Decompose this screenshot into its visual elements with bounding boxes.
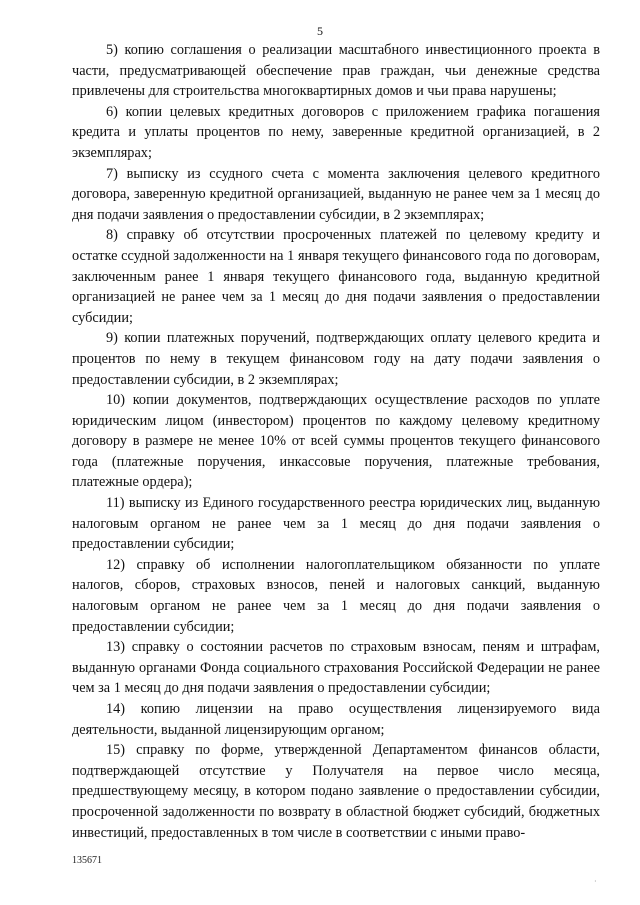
page-number: 5 xyxy=(317,24,323,38)
paragraph-item-15: 15) справку по форме, утвержденной Департаментом финансов области, подтверждающей отсутствие у Получателя на первое число месяца, предшествующему месяцу, в котором подано заявление о предоставлении субсидии, просроченной задолженности по возврату в областной бюджет субсидий, бюджетных инвестиций, предоставленных в том числе в соответствии с иными право- xyxy=(72,742,600,841)
document-code: 135671 xyxy=(72,855,102,866)
paragraph-item-10: 10) копии документов, подтверждающих осуществление расходов по уплате юридическим лицом (инвестором) процентов по каждому целевому кредитному договору в размере не менее 10% от всей суммы процентов текущего финансового года (платежные поручения, инкассовые поручения, платежные требования, платежные ордера); xyxy=(72,392,600,491)
paragraph-item-5: 5) копию соглашения о реализации масштабного инвестиционного проекта в части, предусматривающей обеспечение прав граждан, чьи денежные средства привлечены для строительства многоквартирных домов и чьи права нарушены; xyxy=(72,42,600,100)
paragraph-item-13: 13) справку о состоянии расчетов по страховым взносам, пеням и штрафам, выданную органами Фонда социального страхования Российской Федерации не ранее чем за 1 месяц до дня подачи заявления о предоставлении субсидии; xyxy=(72,639,600,697)
paragraph-item-11: 11) выписку из Единого государственного реестра юридических лиц, выданную налоговым органом не ранее чем за 1 месяц до дня подачи заявления о предоставлении субсидии; xyxy=(72,495,600,553)
paragraph-item-12: 12) справку об исполнении налогоплательщиком обязанности по уплате налогов, сборов, страховых взносов, пеней и налоговых санкций, выданную налоговым органом не ранее чем за 1 месяц до дня подачи заявления о предоставлении субсидии; xyxy=(72,556,600,635)
paragraph-item-14: 14) копию лицензии на право осуществления лицензируемого вида деятельности, выданной лицензирующим органом; xyxy=(72,701,600,738)
paragraph-item-7: 7) выписку из ссудного счета с момента заключения целевого кредитного договора, заверенную кредитной организацией, выданную не ранее чем за 1 месяц до дня подачи заявления о предоставлении субсидии, в 2 экземплярах; xyxy=(72,165,600,223)
document-body xyxy=(72,40,600,843)
paragraph-item-6: 6) копии целевых кредитных договоров с приложением графика погашения кредита и уплаты процентов по нему, заверенные кредитной организацией, в 2 экземплярах; xyxy=(72,103,600,161)
paragraph-item-8: 8) справку об отсутствии просроченных платежей по целевому кредиту и остатке ссудной задолженности на 1 января текущего финансового года по договорам, заключенным ранее 1 января текущего финансового года, выданную кредитной организацией не ранее чем за 1 месяц до дня подачи заявления о предоставлении субсидии; xyxy=(72,227,600,326)
scan-mark: · xyxy=(594,877,597,886)
paragraph-item-9: 9) копии платежных поручений, подтверждающих оплату целевого кредита и процентов по нему в текущем финансовом году на дату подачи заявления о предоставлении субсидии, в 2 экземплярах; xyxy=(72,330,600,388)
